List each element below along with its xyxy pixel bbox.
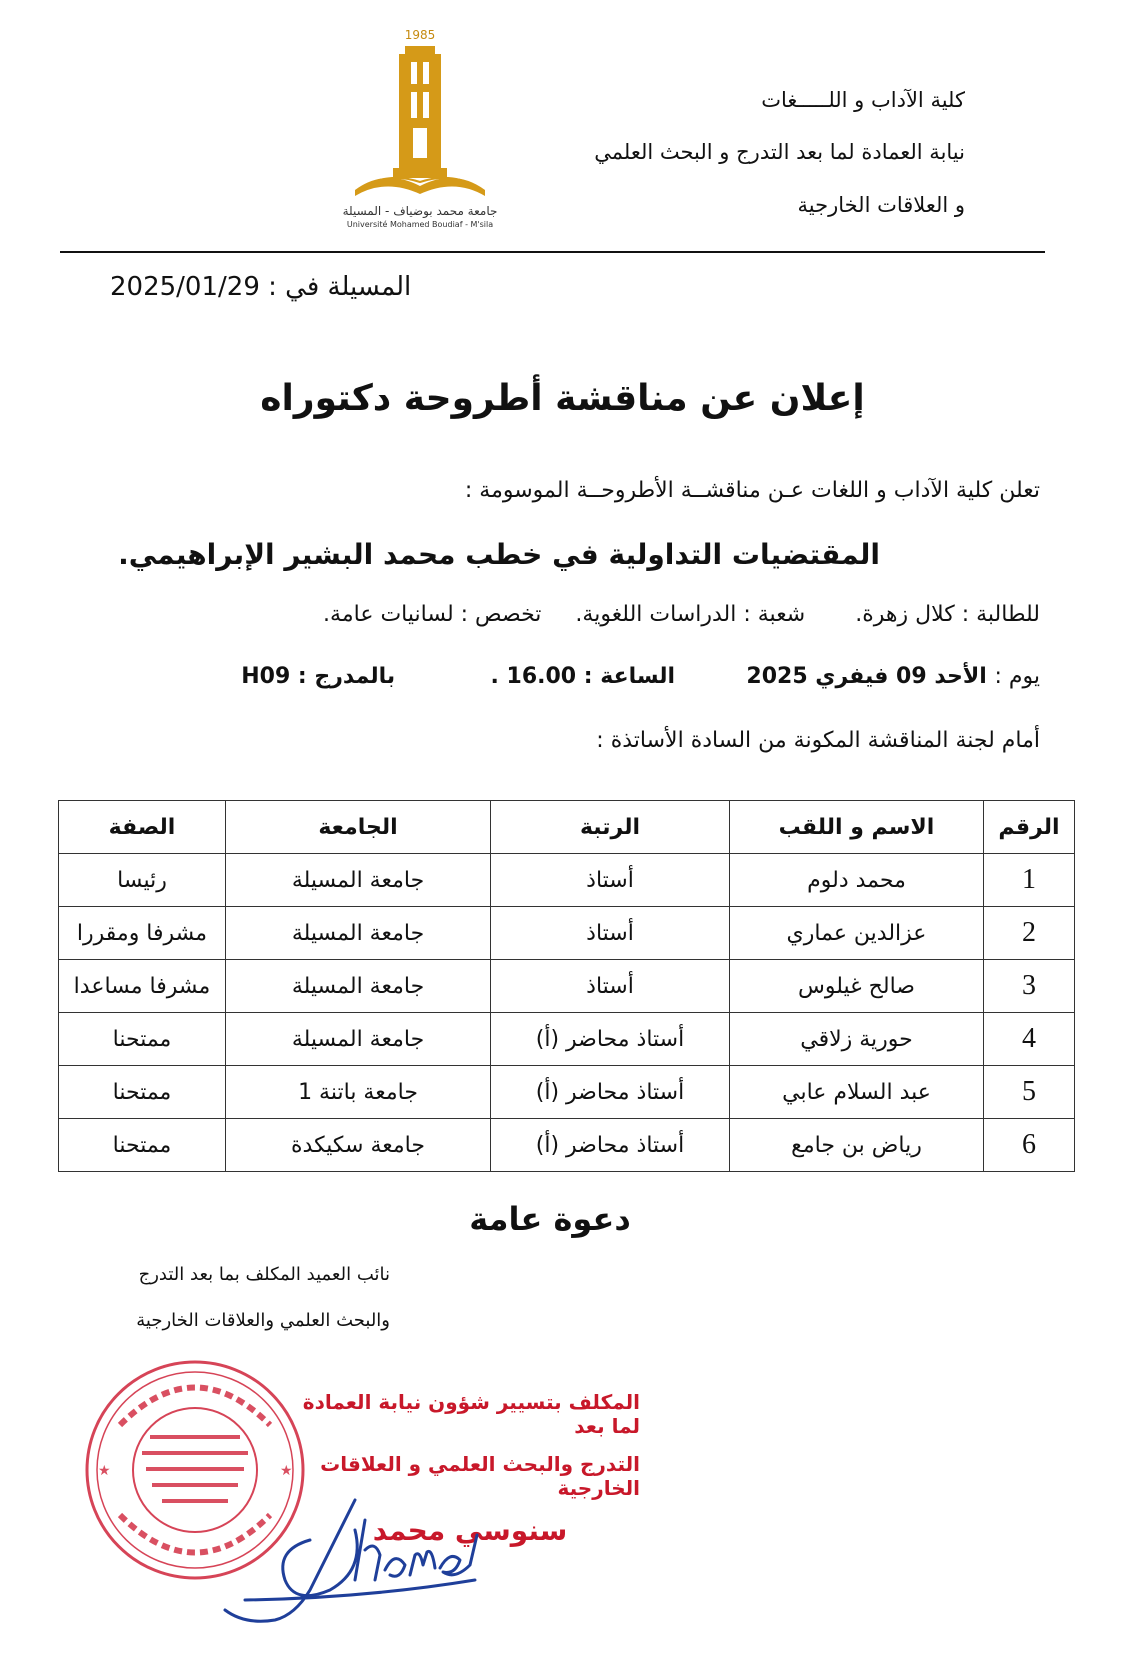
specialty-value: لسانيات عامة. [323,602,454,627]
signatory-name: سنوسي محمد [372,1514,568,1547]
member-role: مشرفا مساعدا [59,960,226,1013]
header-name: الاسم و اللقب [730,801,984,854]
row-number: 5 [984,1066,1075,1119]
member-name: صالح غيلوس [730,960,984,1013]
member-university: جامعة سكيكدة [226,1119,491,1172]
table-row [59,1119,1075,1172]
day-value: الأحد 09 فيفري 2025 [746,664,987,689]
member-university: جامعة باتنة 1 [226,1066,491,1119]
member-role: مشرفا ومقررا [59,907,226,960]
header-role: الصفة [59,801,226,854]
member-rank: أستاذ [491,854,730,907]
hall-value: H09 [241,664,291,689]
public-invitation: دعوة عامة [469,1200,631,1238]
header-number: الرقم [984,801,1075,854]
vice-dean-title: نائب العميد المكلف بما بعد التدرج [138,1264,390,1285]
svg-text:★: ★ [98,1463,111,1479]
hall-label: بالمدرج : [297,664,396,689]
issue-date [110,272,411,302]
tower-icon [325,28,515,204]
signatory-title: المكلف بتسيير شؤون نيابة العمادة لما بعد [302,1390,640,1438]
table-row [59,960,1075,1013]
university-logo [325,28,515,228]
member-name: عزالدين عماري [730,907,984,960]
row-number: 4 [984,1013,1075,1066]
signatory-title-cont: التدرج والبحث العلمي و العلاقات الخارجية [320,1452,640,1500]
member-name: محمد دلوم [730,854,984,907]
table-header-row [59,801,1075,854]
member-name: حورية زلاقي [730,1013,984,1066]
member-rank: أستاذ [491,907,730,960]
committee-table [58,800,1075,1172]
header-university: الجامعة [226,801,491,854]
member-role: ممتحنا [59,1066,226,1119]
logo-caption-fr: Université Mohamed Boudiaf - M'sila [346,220,494,229]
table-row [59,1013,1075,1066]
specialty-label: تخصص : [460,602,542,627]
day-label: يوم : [994,664,1040,689]
member-rank: أستاذ [491,960,730,1013]
table-row [59,1066,1075,1119]
time-label: الساعة : [583,664,676,689]
vice-deanship-name: نيابة العمادة لما بعد التدرج و البحث العلمي [594,140,965,164]
member-university: جامعة المسيلة [226,960,491,1013]
member-university: جامعة المسيلة [226,907,491,960]
row-number: 2 [984,907,1075,960]
date-label: المسيلة في : [268,272,412,302]
intro-text: تعلن كلية الآداب و اللغات عـن مناقشــة الأطروحــة الموسومة : [464,478,1040,503]
member-rank: أستاذ محاضر (أ) [491,1013,730,1066]
row-number: 1 [984,854,1075,907]
member-university: جامعة المسيلة [226,854,491,907]
header-rank: الرتبة [491,801,730,854]
member-name: رياض بن جامع [730,1119,984,1172]
date-value: 2025/01/29 [110,272,260,302]
time-value: 16.00 . [490,664,577,689]
branch-label: شعبة : [743,602,806,627]
table-row [59,907,1075,960]
handwritten-signature-icon [215,1480,485,1630]
row-number: 6 [984,1119,1075,1172]
member-name: عبد السلام عابي [730,1066,984,1119]
branch-value: الدراسات اللغوية. [575,602,737,627]
member-role: ممتحنا [59,1119,226,1172]
logo-caption-ar: جامعة محمد بوضياف - المسيلة [342,204,498,218]
member-role: ممتحنا [59,1013,226,1066]
announcement-title: إعلان عن مناقشة أطروحة دكتوراه [260,378,865,419]
member-rank: أستاذ محاضر (أ) [491,1066,730,1119]
committee-intro: أمام لجنة المناقشة المكونة من السادة الأساتذة : [596,728,1040,753]
student-label: للطالبة : [961,602,1040,627]
member-rank: أستاذ محاضر (أ) [491,1119,730,1172]
thesis-title: المقتضيات التداولية في خطب محمد البشير الإبراهيمي. [118,538,880,571]
member-university: جامعة المسيلة [226,1013,491,1066]
header-divider [60,251,1045,253]
table-row [59,854,1075,907]
member-role: رئيسا [59,854,226,907]
faculty-name: كلية الآداب و اللـــــغات [761,88,965,112]
vice-deanship-name-cont: و العلاقات الخارجية [797,193,965,217]
student-name: كلال زهرة. [855,602,955,627]
student-line [323,602,1040,627]
logo-year: 1985 [404,28,436,42]
svg-text:★: ★ [280,1463,293,1479]
schedule-line [241,664,1040,689]
row-number: 3 [984,960,1075,1013]
vice-dean-title-cont: والبحث العلمي والعلاقات الخارجية [136,1310,390,1331]
